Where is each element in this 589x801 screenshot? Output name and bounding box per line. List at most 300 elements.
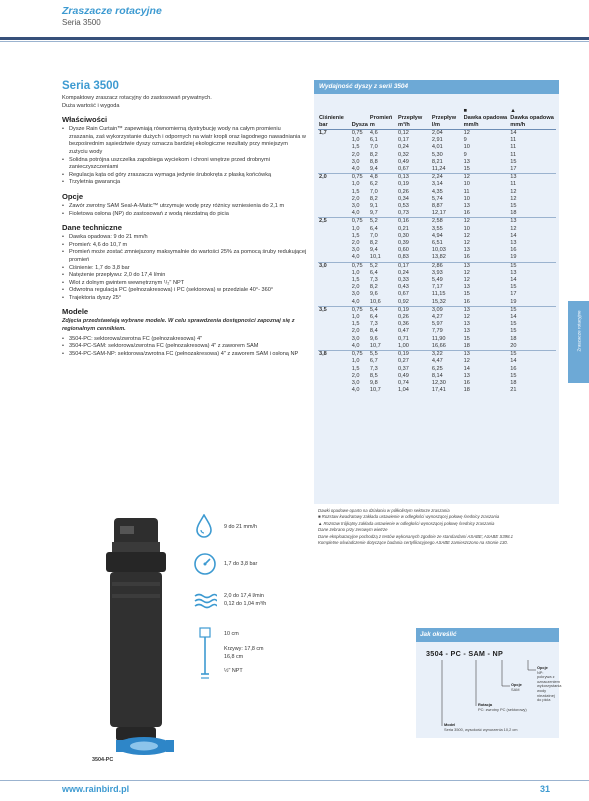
dimensions-icon (197, 626, 213, 682)
header-subtitle: Seria 3500 (62, 18, 101, 27)
models-list (62, 336, 307, 359)
table-cell: 0,83 (398, 254, 409, 261)
table-cell: 7,79 (431, 328, 443, 335)
table-cell: 1,00 (398, 342, 409, 349)
table-row (318, 166, 556, 174)
table-cell: 13 (510, 269, 517, 276)
list-item: • Fioletowa osłona (NP) do zastosowań z wodą niezdatną do picia (62, 211, 307, 219)
section-title-options: Opcje (62, 191, 84, 201)
table-cell: 13 (463, 203, 470, 210)
pressure-cell (318, 321, 351, 328)
table-cell: 4,0 (351, 342, 360, 349)
table-cell: 13 (463, 351, 510, 359)
table-cell: 21 (510, 387, 517, 394)
table-cell: 0,67 (398, 291, 409, 298)
table-cell: 1,5 (351, 321, 360, 328)
pressure-cell: 3,5 (318, 306, 351, 314)
table-cell: 1,5 (351, 144, 360, 151)
table-row (318, 299, 556, 307)
section-title-features: Właściwości (62, 115, 108, 125)
table-cell: 1,5 (351, 232, 360, 239)
table-row (318, 152, 556, 159)
pressure-cell (318, 181, 351, 188)
pressure-cell (318, 277, 351, 284)
flow-waves-icon (193, 591, 217, 611)
table-cell: 4,8 (369, 174, 397, 182)
table-row (318, 387, 556, 394)
list-item: • Regulacja kąta od góry zraszacza wymaga jedynie śrubokręta z płaską końcówką (62, 172, 307, 180)
table-cell: 3,0 (351, 379, 360, 386)
table-cell: 19 (510, 254, 517, 261)
table-row (318, 358, 556, 365)
table-cell: 0,24 (398, 269, 409, 276)
spec-pressure: 1,7 do 3,8 bar (224, 561, 258, 567)
table-cell: 16 (463, 379, 470, 386)
spec-flow-m3h: 0,12 do 1,04 m³/h (224, 601, 267, 607)
pressure-cell: 3,8 (318, 351, 351, 359)
table-cell: 0,73 (398, 210, 409, 217)
table-cell: 3,93 (431, 269, 443, 276)
table-cell: 15 (509, 351, 556, 359)
table-cell: 0,36 (398, 321, 409, 328)
table-cell: 0,75 (351, 174, 369, 182)
table-cell: 0,60 (398, 247, 409, 254)
table-cell: 13 (463, 321, 470, 328)
list-item: • Natężenie przepływu: 2,0 do 17,4 l/min (62, 272, 307, 280)
table-cell: 0,27 (398, 358, 409, 365)
table-cell: 6,4 (369, 225, 378, 232)
pressure-cell (318, 336, 351, 343)
sprinkler-product-image (90, 512, 185, 766)
pressure-cell (318, 284, 351, 291)
table-cell: 3,0 (351, 247, 360, 254)
table-row (318, 336, 556, 343)
table-cell: 15 (509, 262, 556, 270)
table-row (318, 291, 556, 298)
table-cell: 16 (510, 247, 517, 254)
table-cell: 4,0 (351, 254, 360, 261)
pressure-cell (318, 314, 351, 321)
table-cell: 14 (510, 130, 517, 136)
table-cell: 12 (463, 269, 470, 276)
table-row (318, 233, 556, 240)
col-header: Ciśnienie bar (318, 108, 351, 130)
table-cell: 7,3 (369, 321, 378, 328)
table-row (318, 328, 556, 335)
table-cell: 12 (463, 130, 470, 136)
table-cell: 2,0 (351, 240, 360, 247)
table-cell: 3,14 (431, 181, 443, 188)
table-cell: 10 (463, 225, 470, 232)
table-cell: 12 (463, 277, 470, 284)
list-item: • Dawka opadowa: 9 do 21 mm/h (62, 234, 307, 242)
table-cell: 0,19 (397, 351, 431, 359)
table-cell: 13 (463, 158, 470, 165)
spec-dim-cover: 10 cm (224, 631, 239, 637)
header-rule (0, 37, 589, 40)
table-cell: 5,30 (431, 151, 443, 158)
table-cell: 8,2 (369, 151, 378, 158)
table-cell: 0,75 (351, 351, 369, 359)
table-cell: 6,7 (369, 358, 378, 365)
note-line: ▲ Rozstaw trójkątny zakłada ustawienie w odległości wynoszącej połowę średnicy zraszania (318, 520, 495, 526)
table-row (318, 210, 556, 218)
table-cell: 17,41 (431, 387, 446, 394)
table-cell: 9,4 (369, 166, 378, 173)
spec-precip: 9 do 21 mm/h (224, 524, 257, 530)
table-cell: 15 (510, 203, 517, 210)
table-cell: 5,74 (431, 195, 443, 202)
table-cell: 0,17 (398, 137, 409, 144)
table-cell: 6,1 (369, 137, 378, 144)
table-cell: 12 (463, 314, 470, 321)
table-cell: 7,17 (431, 284, 443, 291)
series-title: Seria 3500 (62, 80, 119, 92)
table-cell: 3,0 (351, 335, 360, 342)
table-cell: 0,24 (398, 144, 409, 151)
table-row (318, 314, 556, 321)
table-cell: 14 (510, 314, 517, 321)
table-cell: 16 (463, 254, 470, 261)
water-drop-icon (194, 514, 214, 538)
table-cell: 2,0 (351, 195, 360, 202)
table-cell: 7,0 (369, 144, 378, 151)
table-row (318, 254, 556, 262)
table-cell: 1,0 (351, 137, 360, 144)
pressure-cell (318, 166, 351, 174)
pressure-cell (318, 159, 351, 166)
list-item: • Trzyletnia gwarancja (62, 179, 307, 187)
table-cell: 1,0 (351, 225, 360, 232)
table-cell: 14 (510, 358, 517, 365)
table-cell: 18 (510, 335, 517, 342)
how-title: Jak określić (416, 628, 559, 642)
table-cell: 15 (509, 306, 556, 314)
table-cell: 10 (463, 195, 470, 202)
table-cell: 0,39 (398, 240, 409, 247)
table-cell: 6,51 (431, 240, 443, 247)
table-cell: 0,67 (398, 166, 409, 173)
table-cell: 18 (463, 342, 470, 349)
table-cell: 5,4 (369, 306, 397, 314)
list-item: • Dysze Rain Curtain™ zapewniają równomierną dystrybucję wody na całym promieniu zraszania, zaś wykorzystanie dużych i odpornych na wiatr kropli oraz łagodnego nawadniania w bezpośrednim sąsiedztwie dyszy oznacza bardziej ekologiczne rezultaty przy mniejszym zużyciu wody (62, 126, 307, 156)
table-cell: 10,7 (369, 387, 381, 394)
table-cell: 8,2 (369, 284, 378, 291)
table-cell: 0,49 (398, 158, 409, 165)
table-cell: 8,2 (369, 195, 378, 202)
pressure-cell: 2,5 (318, 218, 351, 226)
pressure-cell (318, 240, 351, 247)
table-cell: 7,0 (369, 232, 378, 239)
table-cell: 0,17 (397, 262, 431, 270)
table-cell: 8,4 (369, 328, 378, 335)
table-cell: 0,32 (398, 151, 409, 158)
table-cell: 20 (510, 342, 517, 349)
table-row (318, 351, 556, 359)
list-item: • 3504-PC-SAM: sektorowa/zwrotna FC (pełnozakresowa) 4" z zaworem SAM (62, 343, 307, 351)
pressure-cell (318, 247, 351, 254)
table-cell: 2,04 (431, 130, 443, 136)
table-cell: 4,0 (351, 387, 360, 394)
table-cell: 1,0 (351, 269, 360, 276)
table-cell: 14 (510, 277, 517, 284)
table-cell: 17 (510, 291, 517, 298)
table-row (318, 284, 556, 291)
pressure-cell (318, 380, 351, 387)
header-title: Zraszacze rotacyjne (62, 5, 162, 17)
table-cell: 9,8 (369, 379, 378, 386)
table-cell: 13 (509, 174, 556, 182)
header-rule-thin (0, 41, 589, 42)
table-row (318, 277, 556, 284)
table-cell: 10,6 (369, 298, 381, 305)
pressure-cell (318, 210, 351, 218)
list-item: • Trajektoria dyszy 25° (62, 295, 307, 303)
pressure-cell (318, 137, 351, 144)
table-cell: 0,12 (398, 130, 409, 136)
table-cell: 6,25 (431, 365, 443, 372)
tech-list (62, 234, 307, 302)
pressure-cell (318, 366, 351, 373)
table-cell: 8,8 (369, 158, 378, 165)
table-cell: 2,58 (431, 218, 463, 226)
pressure-cell (318, 343, 351, 351)
note-line: Dawki opadowe oparto na działaniu w półkolistym sektorze zraszania (318, 508, 450, 513)
table-cell: 17 (510, 166, 517, 173)
models-note: Zdjęcia przedstawiają wybrane modele. W celu sprawdzenia dostępności zapoznaj się z regionalnym cennikiem. (62, 318, 295, 333)
table-row (318, 137, 556, 144)
table-row (318, 144, 556, 151)
table-cell: 1,0 (351, 314, 360, 321)
table-cell: 13,82 (431, 254, 446, 261)
table-cell: 1,04 (398, 387, 409, 394)
list-item: • Odwrotna regulacja PC (pełnozakresowa) i PC (sektorowa) w przedziale 40°- 360° (62, 287, 307, 295)
pressure-cell (318, 373, 351, 380)
table-notes (318, 508, 558, 546)
table-cell: 0,47 (398, 328, 409, 335)
table-cell: 12,17 (431, 210, 446, 217)
table-cell: 3,22 (431, 351, 463, 359)
how-label-model: Model Seria 3500, wysokość wynurzenia 10,2 cm (444, 722, 518, 732)
table-cell: 0,19 (397, 306, 431, 314)
table-cell: 2,0 (351, 372, 360, 379)
table-cell: 12 (463, 240, 470, 247)
table-cell: 7,3 (369, 277, 378, 284)
table-cell: 10 (463, 181, 470, 188)
table-cell: 12 (510, 225, 517, 232)
table-cell: 6,2 (369, 181, 378, 188)
table-cell: 11 (510, 151, 517, 158)
table-cell: 13 (510, 240, 517, 247)
table-row (318, 321, 556, 328)
table-cell: 2,0 (351, 284, 360, 291)
note-line: ■ Rozstaw kwadratowy zakłada ustawienie w odległości wynoszącej połowę średnicy zraszania (318, 514, 500, 520)
table-cell: 0,21 (398, 225, 409, 232)
pressure-cell (318, 203, 351, 210)
table-cell: 0,53 (398, 203, 409, 210)
table-cell: 1,5 (351, 188, 360, 195)
section-title-models: Modele (62, 307, 89, 317)
table-row (318, 174, 556, 182)
pressure-cell (318, 152, 351, 159)
how-label-np: Opcje NP: pokrywa z oznaczeniem wykorzystania wody niezdatnej do picia (537, 665, 562, 703)
table-cell: 15 (463, 291, 470, 298)
table-cell: 0,74 (398, 379, 409, 386)
table-cell: 10,7 (369, 342, 381, 349)
table-title: Wydajność dyszy z serii 3504 (314, 80, 559, 94)
page-number: 31 (540, 784, 551, 794)
col-header: Przepływ l/m (431, 108, 463, 130)
table-cell: 5,2 (369, 262, 397, 270)
table-cell: 18 (510, 379, 517, 386)
table-cell: 3,09 (431, 306, 463, 314)
table-cell: 4,6 (369, 130, 378, 136)
list-item: • Promień: 4,6 do 10,7 m (62, 242, 307, 250)
table-cell: 12 (463, 232, 470, 239)
table-row (318, 189, 556, 196)
table-cell: 2,0 (351, 328, 360, 335)
pressure-cell (318, 254, 351, 262)
table-cell: 15 (510, 372, 517, 379)
square-spacing-icon: ■ (463, 108, 468, 114)
pressure-cell (318, 270, 351, 277)
table-row (318, 343, 556, 351)
col-header: Promień m (369, 108, 397, 130)
table-cell: 15 (510, 284, 517, 291)
table-cell: 5,49 (431, 277, 443, 284)
table-cell: 8,2 (369, 240, 378, 247)
table-cell: 9,6 (369, 291, 378, 298)
pressure-cell: 1,7 (319, 130, 327, 136)
table-cell: 16,66 (431, 342, 446, 349)
table-cell: 11 (463, 188, 470, 195)
list-item: • 3504-PC: sektorowa/zwrotna FC (pełnozakresowa) 4" (62, 336, 307, 344)
table-row (318, 247, 556, 254)
table-cell: 4,0 (351, 298, 360, 305)
how-label-sam: Opcje SAM (511, 682, 522, 692)
table-cell: 11,24 (431, 166, 446, 173)
table-body (318, 130, 556, 395)
table-cell: 8,21 (431, 158, 443, 165)
table-cell: 16 (463, 210, 470, 217)
table-cell: 1,0 (351, 181, 360, 188)
table-cell: 0,71 (398, 335, 409, 342)
table-cell: 9 (463, 137, 467, 144)
footer-url[interactable]: www.rainbird.pl (62, 784, 130, 794)
table-cell: 0,75 (351, 130, 363, 136)
table-cell: 12 (463, 358, 470, 365)
table-cell: 9,1 (369, 203, 378, 210)
table-cell: 12 (510, 188, 517, 195)
table-cell: 0,33 (398, 277, 409, 284)
table-cell: 15 (510, 158, 517, 165)
table-cell: 13 (463, 247, 470, 254)
table-cell: 4,94 (431, 232, 443, 239)
spec-thread: ½" NPT (224, 668, 243, 674)
table-cell: 11 (510, 181, 517, 188)
pressure-gauge-icon (193, 552, 217, 576)
table-cell: 0,75 (351, 262, 369, 270)
pressure-cell (318, 387, 351, 394)
pressure-cell (318, 189, 351, 196)
table-cell: 4,27 (431, 314, 443, 321)
pressure-cell (318, 233, 351, 240)
table-cell: 5,97 (431, 321, 443, 328)
table-cell: 11,90 (431, 335, 446, 342)
intro-line: Duża wartość i wygoda (62, 102, 120, 109)
table-cell: 15 (510, 328, 517, 335)
table-row (318, 373, 556, 380)
table-cell: 7,3 (369, 365, 378, 372)
note-line: Kompletne oświadczenie dotyczące badania certyfikacyjnego ASABE zamieszczono na stronie 130. (318, 540, 508, 546)
table-cell: 8,87 (431, 203, 443, 210)
table-cell: 4,35 (431, 188, 443, 195)
table-cell: 9,4 (369, 247, 378, 254)
table-row (318, 380, 556, 387)
spec-flow-lpm: 2,0 do 17,4 l/min (224, 593, 264, 599)
table-cell: 0,26 (398, 188, 409, 195)
table-cell: 13 (463, 262, 510, 270)
table-cell: 16 (510, 365, 517, 372)
intro-line: Kompaktowy zraszacz rotacyjny do zastosowań prywatnych. (62, 95, 212, 101)
table-cell: 8,14 (431, 372, 443, 379)
table-cell: 9,6 (369, 335, 378, 342)
table-cell: 9,7 (369, 210, 378, 217)
pressure-cell (318, 291, 351, 298)
table-cell: 15 (463, 335, 470, 342)
table-cell: 19 (510, 298, 517, 305)
table-cell: 5,5 (369, 351, 397, 359)
table-cell: 13 (463, 306, 510, 314)
table-cell: 12 (463, 174, 510, 182)
table-cell: 3,55 (431, 225, 443, 232)
table-cell: 11,15 (431, 291, 446, 298)
table-cell: 14 (510, 232, 517, 239)
table-cell: 10,03 (431, 247, 446, 254)
table-cell: 0,37 (398, 365, 409, 372)
table-cell: 0,43 (398, 284, 409, 291)
table-cell: 5,2 (369, 218, 397, 226)
table-cell: 2,24 (431, 174, 463, 182)
table-row (318, 226, 556, 233)
pressure-cell (318, 328, 351, 335)
table-cell: 6,4 (369, 314, 378, 321)
side-tab-label: Zraszacze rotacyjne (576, 310, 582, 352)
table-cell: 1,0 (351, 358, 360, 365)
table-cell: 15 (510, 321, 517, 328)
footer-rule (0, 780, 589, 781)
table-cell: 12 (463, 218, 510, 226)
spec-dim-height: 16,8 cm (224, 654, 244, 660)
how-label-rotation: Rotacja PC: zwrotny PC (sektorowy) (478, 702, 527, 712)
table-row (318, 262, 556, 270)
list-item: • Wlot z dolnym gwintem wewnętrznym ¹/₂" NPT (62, 280, 307, 288)
pressure-cell: 2,0 (318, 174, 351, 182)
table-cell: 0,34 (398, 195, 409, 202)
table-cell: 8,5 (369, 372, 378, 379)
col-header: Dysza (351, 108, 369, 130)
list-item: • Zawór zwrotny SAM Seal-A-Matic™ utrzymuje wodę przy różnicy wzniesienia do 2,1 m (62, 203, 307, 211)
table-cell: 13 (463, 284, 470, 291)
table-cell: 10 (463, 144, 470, 151)
table-row (318, 270, 556, 277)
section-title-tech: Dane techniczne (62, 223, 122, 233)
table-cell: 2,0 (351, 151, 360, 158)
table-cell: 0,75 (351, 306, 369, 314)
table-row (318, 366, 556, 373)
table-cell: 15,32 (431, 298, 446, 305)
table-cell: 0,19 (398, 181, 409, 188)
